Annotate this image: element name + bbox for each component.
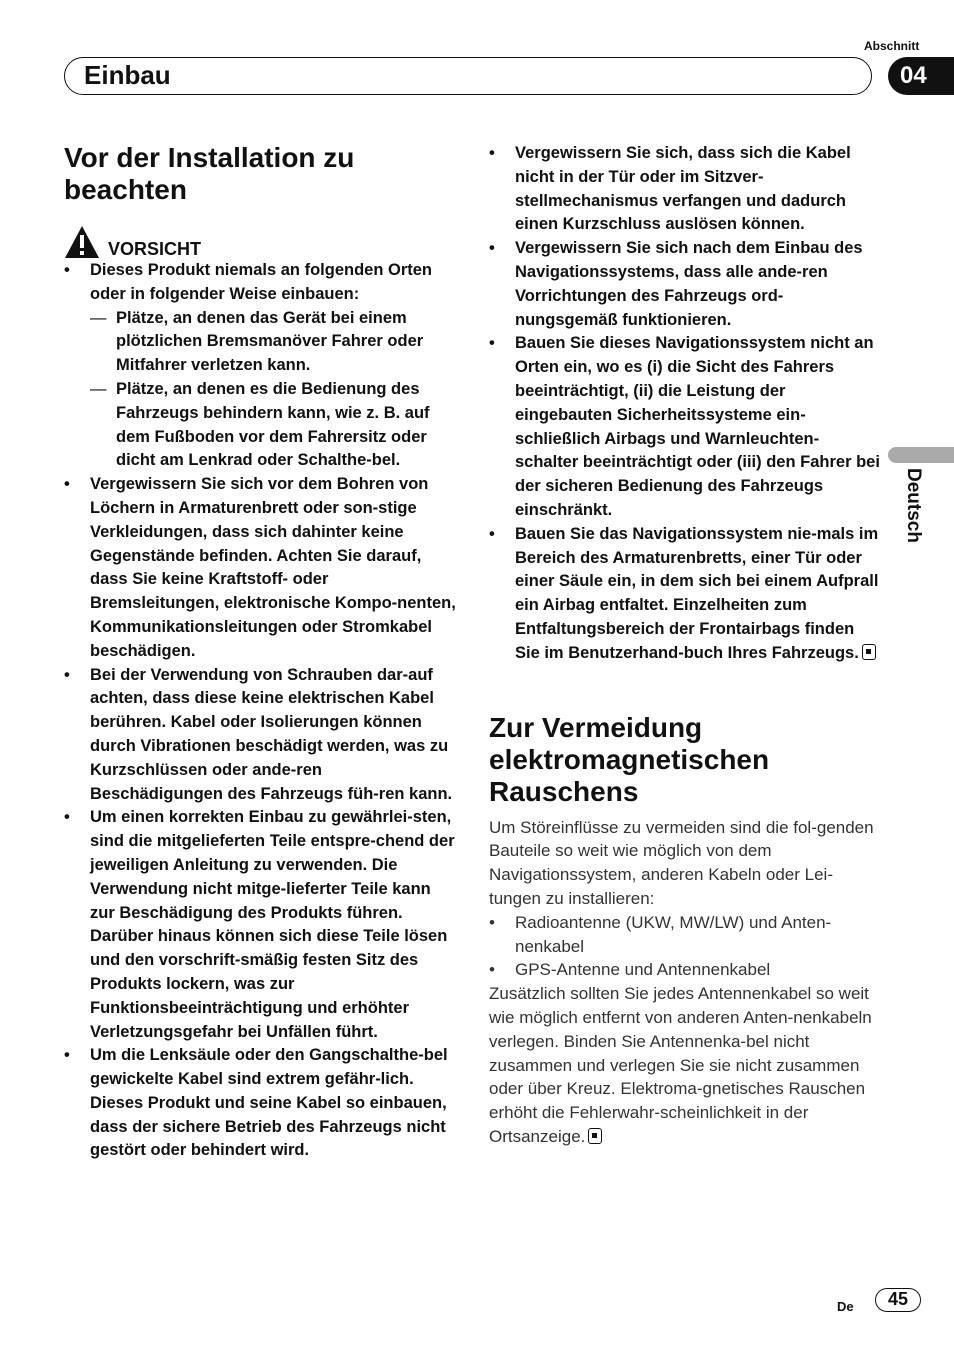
sub-list (90, 307, 456, 474)
bullet-icon: • (489, 334, 495, 353)
sub-list-item: — Plätze, an denen es die Bedienung des Fahrzeugs behindern kann, wie z. B. auf dem Fußboden vor dem Fahrersitz oder dicht am Lenkrad oder Schalthe-bel. (90, 379, 430, 470)
sub-list-item: — Plätze, an denen das Gerät bei einem plötzlichen Bremsmanöver Fahrer oder Mitfahrer verletzen kann. (90, 308, 424, 375)
list-item: • GPS-Antenne und Antennenkabel (489, 958, 881, 982)
bullet-icon: • (489, 144, 495, 162)
list-item: • Um die Lenksäule oder den Gangschalthe-bel gewickelte Kabel sind extrem gefähr-lich. Dieses Produkt und seine Kabel so einbauen, dass der sichere Betrieb des Fahrzeugs nicht gestört oder behindert wird. (64, 1046, 448, 1160)
bullet-icon: • (64, 1046, 70, 1065)
section-label: Abschnitt (864, 39, 920, 53)
caution-list-continued (489, 142, 881, 666)
list-item: • Bauen Sie dieses Navigationssystem nicht an Orten ein, wo es (i) die Sicht des Fahrers beeinträchtigt, (ii) die Leistung der eingebauten Sicherheitssysteme ein-schließlich Airbags und Warnleuchten-schalter beeinträchtigt oder (iii) den Fahrer bei der sicheren Bedienung des Fahrzeugs einschränkt. (489, 334, 880, 519)
end-of-section-icon (862, 644, 876, 660)
section-heading-noise: Zur Vermeidung elektromagnetischen Rauschens (489, 711, 770, 807)
list-item: • Vergewissern Sie sich, dass sich die Kabel nicht in der Tür oder im Sitzver-stellmechanismus verfangen und dadurch einen Kurzschluss auslösen können. (489, 144, 851, 234)
bullet-icon: • (64, 475, 70, 494)
outro-paragraph: Zusätzlich sollten Sie jedes Antennenkabel so weit wie möglich entfernt von anderen Anten-nenkabeln verlegen. Binden Sie Antennenka-bel nicht zusammen und verlegen Sie sie nicht zusammen oder über Kreuz. Elektroma-gnetisches Rauschen erhöht die Fehlerwahr-scheinlichkeit in der Ortsanzeige. (489, 984, 872, 1146)
list-item: • Vergewissern Sie sich nach dem Einbau des Navigationssystems, dass alle ande-ren Vorrichtungen des Fahrzeugs ord-nungsgemäß funktionieren. (489, 239, 863, 329)
list-item: • Um einen korrekten Einbau zu gewährlei-sten, sind die mitgelieferten Teile entspre-chend der jeweiligen Anleitung zu verwenden. Die Verwendung nicht mitge-lieferter Teile kann zur Beschädigung des Produkts führen. Darüber hinaus können sich diese Teile lösen und den vorschrift-smäßig festen Sitz des Produkts lockern, was zur Funktionsbeeinträchtigung und erhöhter Verletzungsgefahr bei Unfällen führt. (64, 808, 455, 1041)
list-item: • Vergewissern Sie sich vor dem Bohren von Löchern in Armaturenbrett oder son-stige Verkleidungen, dass sich dahinter keine Gegenstände befinden. Achten Sie darauf, dass Sie keine Kraftstoff- oder Bremsleitungen, elektronische Kompo-nenten, Kommunikationsleitungen oder Stromkabel beschädigen. (64, 475, 456, 660)
intro-paragraph: Um Störeinflüsse zu vermeiden sind die fol-genden Bauteile so weit wie möglich von dem Navigationssystem, anderen Kabeln oder Lei-tungen zu installieren: (489, 817, 874, 908)
bullet-icon: • (489, 239, 495, 258)
list-item: • Bei der Verwendung von Schrauben dar-auf achten, dass diese keine elektrischen Kabel berühren. Kabel oder Isolierungen können durch Vibrationen beschädigt werden, was zu Kurzschlüssen oder ande-ren Beschädigungen des Fahrzeugs füh-ren kann. (64, 665, 453, 803)
end-of-section-icon (588, 1128, 602, 1144)
caution-label: VORSICHT (108, 239, 202, 259)
chapter-number-badge: 04 (888, 57, 954, 95)
left-column (64, 142, 456, 1163)
dash-icon: — (90, 379, 107, 398)
list-item: • Radioantenne (UKW, MW/LW) und Anten-nenkabel (489, 912, 832, 956)
chapter-title: Einbau (84, 60, 171, 90)
language-tab-marker (888, 447, 954, 463)
caution-notice (64, 223, 456, 259)
header-bar (64, 57, 872, 95)
bullet-icon: • (64, 665, 70, 684)
section-heading-installation: Vor der Installation zu beachten (64, 142, 355, 205)
bullet-icon: • (489, 960, 495, 980)
component-list (489, 911, 881, 982)
caution-list (64, 259, 456, 1163)
footer-language-code: De (837, 1299, 854, 1314)
bullet-icon: • (64, 808, 70, 827)
bullet-icon: • (489, 524, 495, 543)
list-item: • Dieses Produkt niemals an folgenden Orten oder in folgender Weise einbauen: — Plätze, an denen das Gerät bei einem plötzlichen Bremsmanöver Fahrer oder Mitfahrer verletzen kann. — Plätze, an denen es die Bedienung des Fahrzeugs behindern kann, wie z. B. auf dem Fußboden vor dem Fahrersitz oder dicht am Lenkrad oder Schalthe-bel. (64, 259, 456, 473)
bullet-icon: • (64, 261, 70, 279)
dash-icon: — (90, 308, 107, 327)
right-column (489, 142, 881, 1149)
language-tab-label: Deutsch (903, 468, 924, 543)
warning-triangle-icon (64, 225, 100, 259)
page-number: 45 (875, 1288, 921, 1312)
list-item: • Bauen Sie das Navigationssystem nie-mals im Bereich des Armaturenbretts, einer Tür oder einer Säule ein, in dem sich bei einem Aufprall ein Airbag entfaltet. Einzelheiten zum Entfaltungsbereich der Frontairbags finden Sie im Benutzerhand-buch Ihres Fahrzeugs. (489, 524, 879, 662)
bullet-icon: • (489, 912, 495, 932)
